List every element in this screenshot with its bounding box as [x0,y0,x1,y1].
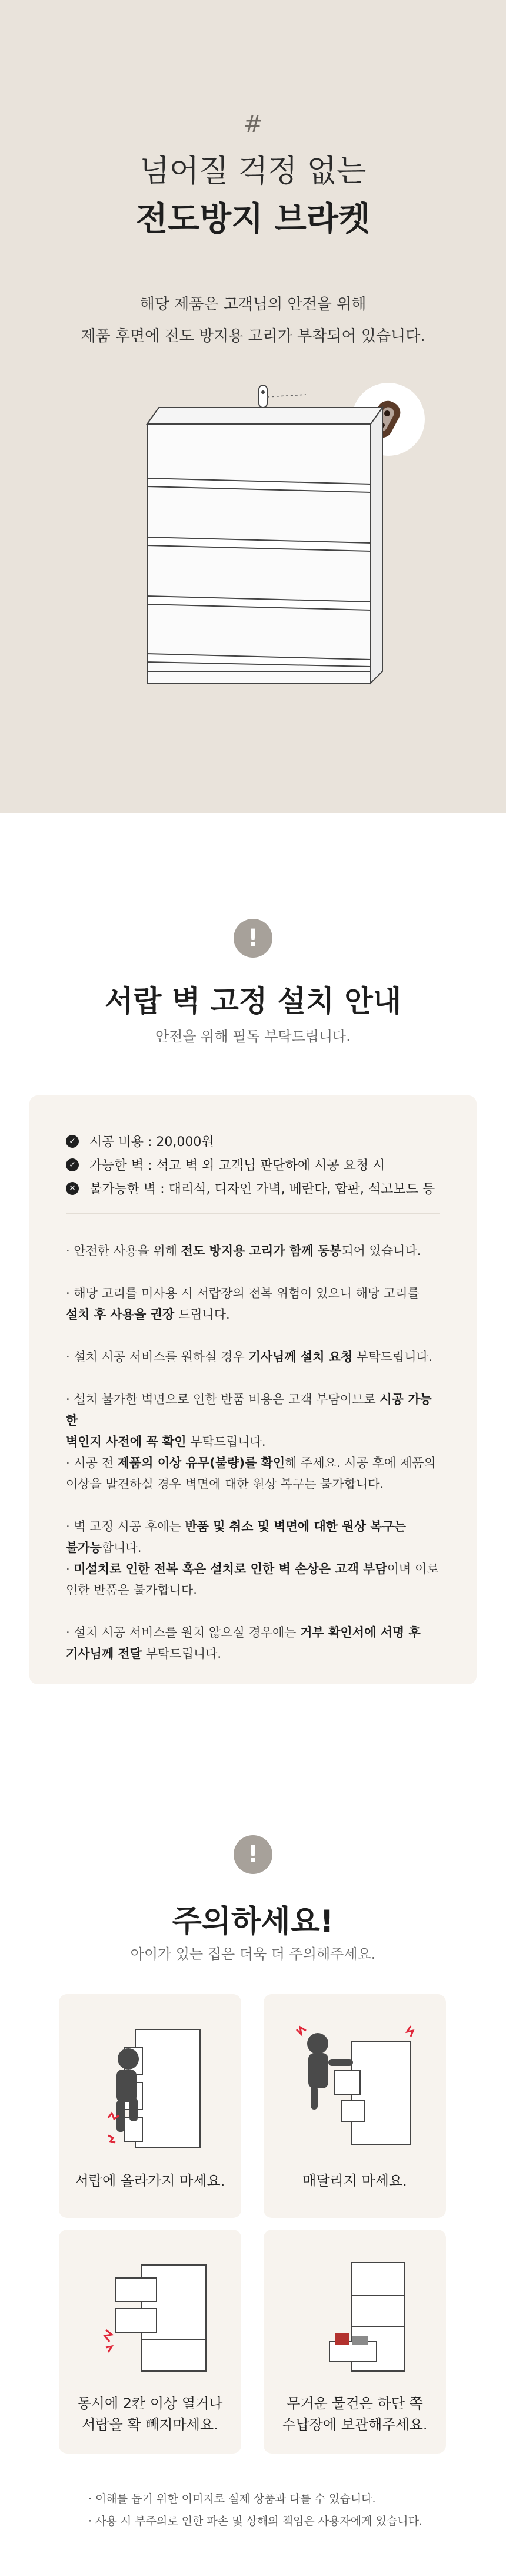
note-text: · 안전한 사용을 위해 [66,1244,181,1258]
exclamation-icon: ! [234,1835,272,1874]
emphasis-text: 제품의 이상 유무(불량)를 확인 [117,1456,285,1470]
note-text: 드립니다. [174,1307,230,1322]
notes-item [66,1240,442,1261]
heavy-items-icon [264,2230,446,2383]
notes-line [66,1537,442,1558]
caution-subtitle: 아이가 있는 집은 더욱 더 주의해주세요. [130,1946,376,1962]
note-text: · 시공 전 [66,1456,118,1470]
notes-item [66,1558,442,1601]
notes-line [66,1283,442,1304]
note-text: · 설치 시공 서비스를 원하실 경우 [66,1350,249,1364]
note-text: · 해당 고리를 미사용 시 서랍장의 전복 위험이 있으니 해당 고리를 [66,1286,420,1300]
caution-title: 주의하세요! [172,1904,334,1939]
emphasis-text: 시공 가능한 [66,1392,432,1428]
emphasis-text: 기사님께 설치 요청 [248,1350,353,1364]
notes-line [66,1452,442,1474]
footnote: · 이해를 돕기 위한 이미지로 실제 상품과 다를 수 있습니다. [88,2492,376,2505]
check-item: ✓ 가능한 벽 : 석고 벽 외 고객님 판단하에 시공 요청 시 [66,1155,385,1174]
tile-caption-line1: 동시에 2칸 이상 열거나 [77,2395,223,2412]
emphasis-text: 미설치로 인한 전복 혹은 설치로 인한 벽 손상은 고객 부담 [74,1562,387,1576]
guide-title: 서랍 벽 고정 설치 안내 [104,984,402,1018]
caution-tile-drawers [59,2230,241,2454]
note-text: 인한 반품은 불가합니다. [66,1583,197,1597]
child-climbing-icon [59,1994,241,2159]
check-item: ✕ 불가능한 벽 : 대리석, 디자인 가벽, 베란다, 합판, 석고보드 등 [66,1179,435,1197]
note-text: 해 주세요. 시공 후에 제품의 [285,1456,436,1470]
note-text: 합니다. [101,1541,142,1555]
notes-item [66,1283,442,1325]
exclamation-icon: ! [234,919,272,958]
hero-description-line1: 해당 제품은 고객님의 안전을 위해 [139,296,367,313]
open-drawers-icon [59,2230,241,2383]
caution-tile-hang [264,1994,446,2218]
tile-caption: 서랍에 올라가지 마세요. [75,2173,225,2189]
child-hanging-icon [264,1994,446,2159]
note-text: · 설치 시공 서비스를 원치 않으실 경우에는 [66,1625,301,1640]
emphasis-text: 설치 후 사용을 권장 [66,1307,175,1322]
notes-line [66,1516,442,1537]
cross-icon: ✕ [66,1182,79,1195]
notes-line [66,1474,442,1495]
notes-line [66,1240,442,1261]
check-item: ✓ 시공 비용 : 20,000원 [66,1132,214,1150]
tile-caption-line2: 서랍을 확 빼지마세요. [82,2416,218,2433]
emphasis-text: 반품 및 취소 및 벽면에 대한 원상 복구는 [185,1519,407,1534]
caution-section [0,1779,506,2576]
caution-tile-climb [59,1994,241,2218]
notes-line [66,1558,442,1580]
notes-line [66,1643,442,1664]
note-text: 부탁드립니다. [186,1435,266,1449]
emphasis-text: 전도 방지용 고리가 함께 동봉 [181,1244,342,1258]
card-divider [66,1213,440,1214]
note-text: 부탁드립니다. [352,1350,432,1364]
footnote: · 사용 시 부주의로 인한 파손 및 상해의 책임은 사용자에게 있습니다. [88,2515,423,2528]
note-text: · 벽 고정 시공 후에는 [66,1519,185,1534]
notes-item [66,1346,442,1368]
notes-line [66,1580,442,1601]
hero-title-line2: 전도방지 브라켓 [135,200,371,239]
notes-item [66,1389,442,1452]
notes-line [66,1622,442,1643]
notes-item [66,1622,442,1664]
note-text: 이며 이로 [387,1562,439,1576]
hero-description-line2: 제품 후면에 전도 방지용 고리가 부착되어 있습니다. [81,327,425,345]
hero-title-line1: 넘어질 걱정 없는 [139,154,367,189]
emphasis-text: 벽인지 사전에 꼭 확인 [66,1435,187,1449]
dresser-illustration [135,377,430,707]
notes-line [66,1389,442,1431]
guide-subtitle: 안전을 위해 필독 부탁드립니다. [155,1028,351,1045]
emphasis-text: 거부 확인서에 서명 후 [300,1625,421,1640]
hero-hash: # [243,111,263,138]
tile-caption: 매달리지 마세요. [302,2173,407,2189]
caution-tile-heavy [264,2230,446,2454]
notes-line [66,1304,442,1325]
check-icon: ✓ [66,1135,79,1148]
install-guide-section [0,813,506,1779]
guide-card [29,1095,477,1684]
emphasis-text: 기사님께 전달 [66,1647,142,1661]
note-text: · 설치 불가한 벽면으로 인한 반품 비용은 고객 부담이므로 [66,1392,380,1406]
note-text: 되어 있습니다. [341,1244,421,1258]
note-text: 이상을 발견하실 경우 벽면에 대한 원상 복구는 불가합니다. [66,1477,384,1491]
notes-item [66,1516,442,1558]
notes-item [66,1452,442,1495]
tile-caption-line2: 수납장에 보관해주세요. [282,2416,428,2433]
note-text: 부탁드립니다. [142,1647,222,1661]
notes-line [66,1346,442,1368]
hero-section [0,0,506,813]
check-icon: ✓ [66,1158,79,1171]
emphasis-text: 불가능 [66,1541,102,1555]
note-text: · [66,1562,74,1576]
tile-caption-line1: 무거운 물건은 하단 쪽 [287,2395,423,2412]
notes-line [66,1431,442,1452]
